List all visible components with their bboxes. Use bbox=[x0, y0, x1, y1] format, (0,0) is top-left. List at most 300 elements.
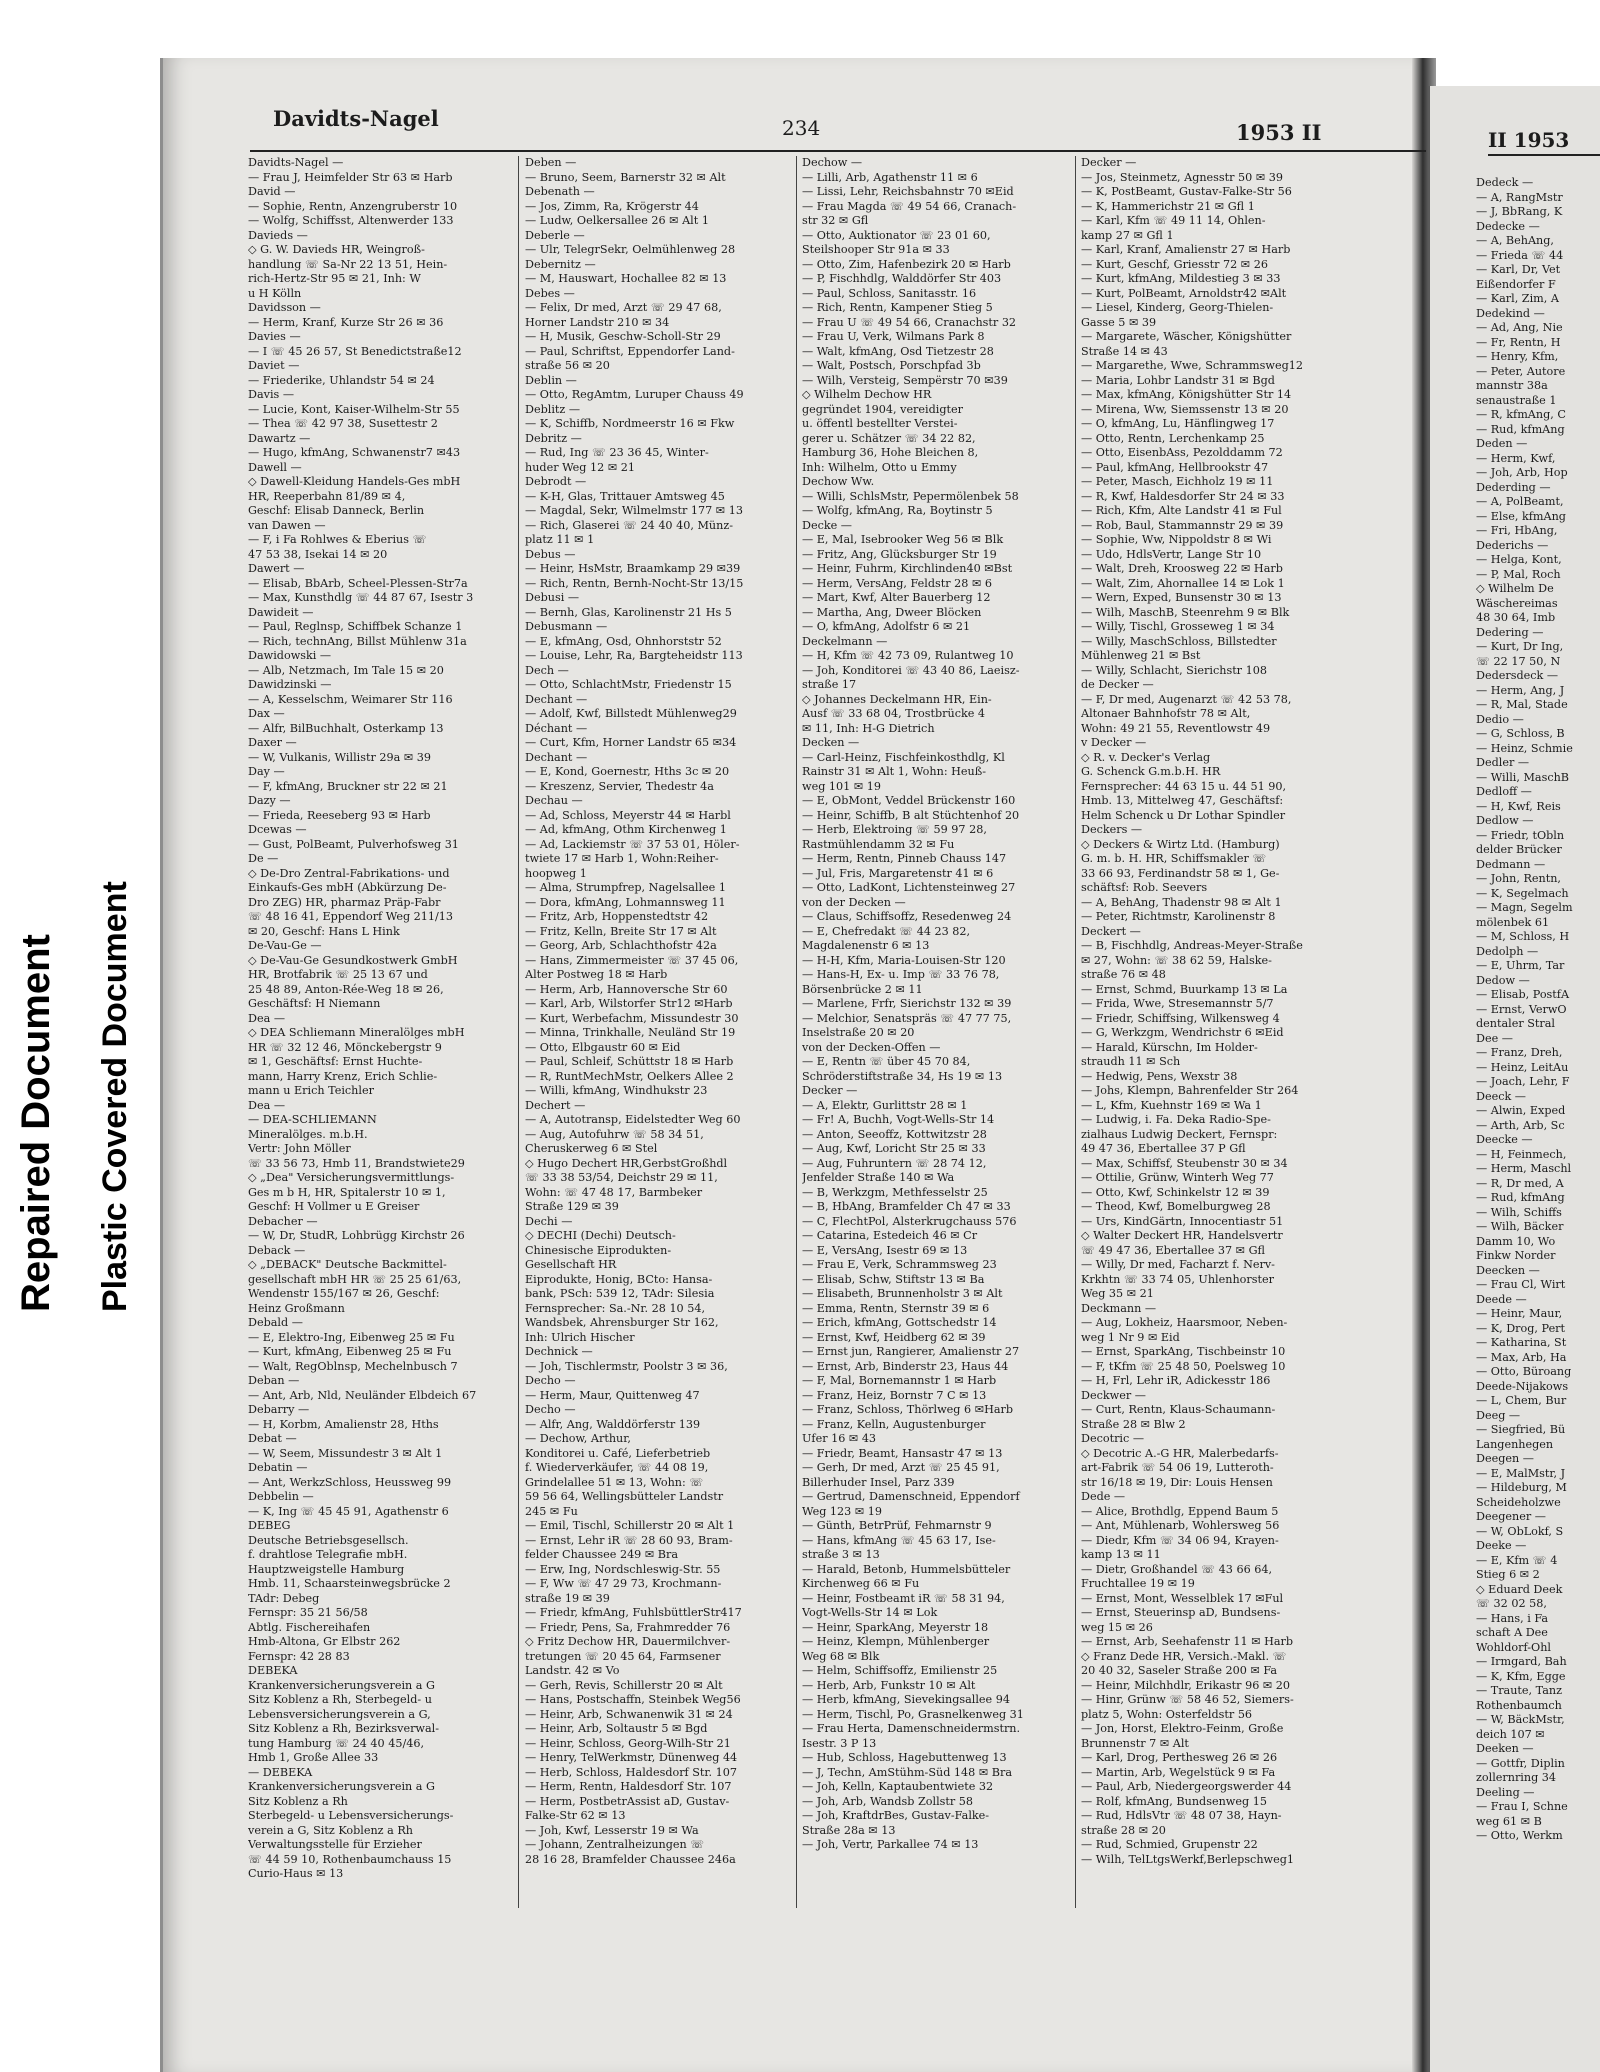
directory-entry-line: — Frau U, Verk, Wilmans Park 8 bbox=[802, 330, 985, 343]
directory-entry-line: ◇ „Dea" Versicherungsvermittlungs- bbox=[248, 1171, 455, 1184]
directory-entry-line: — Arth, Arb, Sc bbox=[1476, 1118, 1565, 1132]
directory-entry-line: — Wilh, MaschB, Steenrehm 9 ✉ Blk bbox=[1081, 605, 1290, 619]
directory-entry-line: Deede — bbox=[1476, 1292, 1527, 1306]
directory-entry-line: Debus — bbox=[525, 547, 576, 561]
directory-entry-line: Börsenbrücke 2 ✉ 11 bbox=[802, 982, 923, 996]
directory-entry-line: — Joh, Konditorei ☏ 43 40 86, Laeisz- bbox=[802, 663, 1020, 677]
directory-entry-line: ◇ Deckers & Wirtz Ltd. (Hamburg) bbox=[1081, 837, 1280, 851]
directory-entry-line: — Dechow, Arthur, bbox=[525, 1432, 631, 1445]
page-number: 234 bbox=[782, 116, 821, 140]
directory-entry-line: Dedersdeck — bbox=[1476, 669, 1559, 682]
directory-entry-line: Hmb-Altona, Gr Elbstr 262 bbox=[248, 1635, 401, 1648]
directory-entry-line: — H, Kfm ☏ 42 73 09, Rulantweg 10 bbox=[802, 649, 1014, 662]
directory-entry-line: — Willy, Tischl, Grosseweg 1 ✉ 34 bbox=[1081, 620, 1275, 633]
directory-entry-line: — Alfr, Ang, Walddörferstr 139 bbox=[525, 1417, 701, 1431]
directory-entry-line: — Ernst, Mont, Wesselblek 17 ✉Ful bbox=[1081, 1591, 1284, 1605]
directory-entry-line: — Otto, Rentn, Lerchenkamp 25 bbox=[1081, 431, 1265, 445]
directory-entry-line: Deegener — bbox=[1476, 1510, 1546, 1523]
directory-entry-line: — Lissi, Lehr, Reichsbahnstr 70 ✉Eid bbox=[802, 185, 1014, 198]
directory-entry-line: — Magdal, Sekr, Wilmelmstr 177 ✉ 13 bbox=[525, 504, 743, 517]
directory-entry-line: — O, kfmAng, Adolfstr 6 ✉ 21 bbox=[802, 620, 971, 633]
directory-entry-line: — Kreszenz, Servier, Thedestr 4a bbox=[525, 779, 714, 793]
directory-entry-line: — Ant, Arb, Nld, Neuländer Elbdeich 67 bbox=[248, 1388, 477, 1402]
directory-entry-line: Ges m b H, HR, Spitalerstr 10 ✉ 1, bbox=[248, 1185, 446, 1199]
directory-entry-line: — Ad, Schloss, Meyerstr 44 ✉ Harbl bbox=[525, 808, 731, 822]
directory-entry-line: Gasse 5 ✉ 39 bbox=[1081, 315, 1157, 329]
directory-entry-line: Deecken — bbox=[1476, 1263, 1540, 1277]
directory-entry-line: — Margarethe, Wwe, Schrammsweg12 bbox=[1081, 359, 1303, 372]
directory-entry-line: u H Kölln bbox=[248, 286, 302, 300]
directory-entry-line: Inselstraße 20 ✉ 20 bbox=[802, 1026, 915, 1039]
directory-entry-line: — Karl, Dr, Vet bbox=[1476, 263, 1561, 276]
directory-entry-line: ☏ 32 02 58, bbox=[1476, 1597, 1547, 1610]
directory-entry-line: — R, Mal, Stade bbox=[1476, 698, 1568, 711]
directory-entry-line: Davies — bbox=[248, 330, 301, 343]
directory-entry-line: delder Brücker bbox=[1476, 843, 1562, 856]
directory-entry-line: ◇ Fritz Dechow HR, Dauermilchver- bbox=[525, 1635, 731, 1648]
directory-entry-line: — Otto, Zim, Hafenbezirk 20 ✉ Harb bbox=[802, 257, 1011, 271]
plastic-covered-document-label: Plastic Covered Document bbox=[96, 881, 134, 1312]
directory-entry-line: — Heinr, Fuhrm, Kirchlinden40 ✉Bst bbox=[802, 562, 1013, 575]
directory-entry-line: — Joh, Kelln, Kaptaubentwiete 32 bbox=[802, 1780, 994, 1793]
directory-entry-line: — Rich, Rentn, Kampener Stieg 5 bbox=[802, 301, 993, 314]
directory-entry-line: — Herm, Ang, J bbox=[1476, 683, 1565, 697]
directory-entry-line: — Willi, MaschB bbox=[1476, 770, 1570, 784]
directory-entry-line: kamp 13 ✉ 11 bbox=[1081, 1548, 1161, 1561]
directory-entry-line: Dedering — bbox=[1476, 625, 1544, 639]
directory-entry-line: Weg 123 ✉ 19 bbox=[802, 1504, 882, 1518]
directory-entry-line: — Helm, Schiffsoffz, Emilienstr 25 bbox=[802, 1664, 998, 1677]
directory-entry-line: Decotric — bbox=[1081, 1432, 1145, 1445]
directory-entry-line: ☏ 33 38 53/54, Deichstr 29 ✉ 11, bbox=[525, 1171, 718, 1184]
directory-entry-line: TAdr: Debeg bbox=[248, 1591, 320, 1605]
directory-entry-line: ◇ Walter Deckert HR, Handelsvertr bbox=[1081, 1229, 1283, 1242]
directory-entry-line: Geschäftsf: H Niemann bbox=[248, 997, 381, 1010]
directory-entry-line: Grindelallee 51 ✉ 13, Wohn: ☏ bbox=[525, 1475, 704, 1489]
directory-entry-line: — Paul, Schleif, Schüttstr 18 ✉ Harb bbox=[525, 1055, 734, 1068]
directory-entry-line: ◇ De-Vau-Ge Gesundkostwerk GmbH bbox=[248, 953, 458, 967]
directory-entry-line: — P, Mal, Roch bbox=[1476, 567, 1561, 581]
directory-entry-line: — A, Elektr, Gurlittstr 28 ✉ 1 bbox=[802, 1098, 968, 1112]
directory-entry-line: — Friedr, Pens, Sa, Frahmredder 76 bbox=[525, 1620, 731, 1634]
directory-entry-line: von der Decken-Offen — bbox=[802, 1040, 941, 1054]
directory-entry-line: — Harald, Betonb, Hummelsbütteler bbox=[802, 1562, 1011, 1576]
directory-entry-line: Decken — bbox=[802, 736, 860, 749]
directory-entry-line: u. öffentl bestellter Verstei- bbox=[802, 417, 958, 430]
directory-entry-line: — Franz, Schloss, Thörlweg 6 ✉Harb bbox=[802, 1403, 1014, 1416]
directory-entry-line: Dro ZEG) HR, pharmaz Präp-Fabr bbox=[248, 895, 441, 909]
directory-entry-line: — Herm, Rentn, Haldesdorf Str. 107 bbox=[525, 1780, 732, 1793]
directory-entry-line: — Erich, kfmAng, Gottschedstr 14 bbox=[802, 1316, 997, 1329]
directory-entry-line: Deckers — bbox=[1081, 823, 1143, 836]
directory-entry-line: — L, Kfm, Kuehnstr 169 ✉ Wa 1 bbox=[1081, 1098, 1262, 1112]
column-divider bbox=[518, 156, 519, 1908]
directory-entry-line: — Willi, kfmAng, Windhukstr 23 bbox=[525, 1084, 708, 1097]
directory-entry-line: weg 61 ✉ B bbox=[1476, 1814, 1542, 1828]
directory-entry-line: — Minna, Trinkhalle, Neuländ Str 19 bbox=[525, 1026, 736, 1039]
directory-entry-line: — Frieda ☏ 44 bbox=[1476, 248, 1564, 262]
directory-entry-line: Dawartz — bbox=[248, 431, 311, 445]
directory-entry-line: — W, BäckMstr, bbox=[1476, 1713, 1565, 1726]
directory-entry-line: — H, Feinmech, bbox=[1476, 1147, 1567, 1161]
directory-entry-line: — Ad, Ang, Nie bbox=[1476, 321, 1563, 334]
facing-page-column bbox=[1476, 176, 1600, 1896]
directory-entry-line: Dechant — bbox=[525, 750, 588, 764]
directory-entry-line: — Rich, Kfm, Alte Landstr 41 ✉ Ful bbox=[1081, 504, 1282, 517]
directory-entry-line: tung Hamburg ☏ 24 40 45/46, bbox=[248, 1736, 425, 1750]
directory-entry-line: — Irmgard, Bah bbox=[1476, 1655, 1567, 1668]
directory-entry-line: — Magn, Segelm bbox=[1476, 901, 1573, 914]
directory-entry-line: — Catarina, Estedeich 46 ✉ Cr bbox=[802, 1229, 978, 1242]
directory-entry-line: — Bernh, Glas, Karolinenstr 21 Hs 5 bbox=[525, 605, 732, 619]
directory-entry-line: — Karl, Kfm ☏ 49 11 14, Ohlen- bbox=[1081, 214, 1266, 227]
directory-entry-line: — Alwin, Exped bbox=[1476, 1104, 1566, 1117]
directory-entry-line: — Carl-Heinz, Fischfeinkosthdlg, Kl bbox=[802, 750, 1005, 764]
directory-entry-line: — Paul, Arb, Niedergeorgswerder 44 bbox=[1081, 1780, 1292, 1793]
directory-entry-line: — E, MalMstr, J bbox=[1476, 1466, 1566, 1480]
header-rule bbox=[250, 150, 1426, 152]
directory-entry-line: — H, Frl, Lehr iR, Adickesstr 186 bbox=[1081, 1374, 1271, 1387]
directory-entry-line: straße 19 ✉ 39 bbox=[525, 1591, 610, 1605]
directory-entry-line: Wendenstr 155/167 ✉ 26, Geschf: bbox=[248, 1287, 440, 1300]
directory-entry-line: — R, Kwf, Haldesdorfer Str 24 ✉ 33 bbox=[1081, 489, 1285, 503]
directory-entry-line: — Wilh, Schiffs bbox=[1476, 1205, 1562, 1219]
directory-entry-line: — M, Schloss, H bbox=[1476, 930, 1570, 943]
directory-entry-line: Magdalenenstr 6 ✉ 13 bbox=[802, 939, 930, 952]
directory-entry-line: — Louise, Lehr, Ra, Bargteheidstr 113 bbox=[525, 649, 743, 662]
directory-entry-line: — Ottilie, Grünw, Winterh Weg 77 bbox=[1081, 1171, 1274, 1184]
directory-entry-line: — E, ObMont, Veddel Brückenstr 160 bbox=[802, 794, 1016, 807]
directory-entry-line: — Curt, Rentn, Klaus-Schaumann- bbox=[1081, 1403, 1276, 1416]
directory-entry-line: straße 17 bbox=[802, 678, 857, 691]
directory-entry-line: — E, VersAng, Isestr 69 ✉ 13 bbox=[802, 1243, 968, 1257]
directory-entry-line: Dechow — bbox=[802, 156, 863, 169]
directory-entry-line: — Lucie, Kont, Kaiser-Wilhelm-Str 55 bbox=[248, 402, 460, 416]
directory-entry-line: — Joh, Tischlermstr, Poolstr 3 ✉ 36, bbox=[525, 1359, 728, 1373]
directory-entry-line: — Peter, Masch, Eichholz 19 ✉ 11 bbox=[1081, 475, 1274, 488]
directory-entry-line: gesellschaft mbH HR ☏ 25 25 61/63, bbox=[248, 1272, 462, 1286]
directory-entry-line: — Frau Herta, Damenschneidermstrn. bbox=[802, 1722, 1021, 1735]
directory-entry-line: rich-Hertz-Str 95 ✉ 21, Inh: W bbox=[248, 272, 421, 285]
directory-entry-line: ☏ 44 59 10, Rothenbaumchauss 15 bbox=[248, 1852, 452, 1866]
directory-entry-line: — Heinr, Fostbeamt iR ☏ 58 31 94, bbox=[802, 1591, 1005, 1605]
directory-entry-line: ☏ 48 16 41, Eppendorf Weg 211/13 bbox=[248, 910, 454, 923]
directory-entry-line: — Theod, Kwf, Bomelburgweg 28 bbox=[1081, 1200, 1271, 1213]
directory-entry-line: Wohn: ☏ 47 48 17, Barmbeker bbox=[525, 1185, 703, 1199]
directory-entry-line: Dechow Ww. bbox=[802, 475, 875, 488]
directory-entry-line: — Max, kfmAng, Königshütter Str 14 bbox=[1081, 388, 1292, 401]
directory-entry-line: — Udo, HdlsVertr, Lange Str 10 bbox=[1081, 547, 1262, 561]
directory-entry-line: ◇ Eduard Deek bbox=[1476, 1582, 1563, 1596]
directory-entry-line: — Liesel, Kinderg, Georg-Thielen- bbox=[1081, 301, 1274, 314]
directory-entry-line: schäftsf: Rob. Seevers bbox=[1081, 881, 1208, 894]
directory-entry-line: Dechant — bbox=[525, 692, 588, 706]
directory-entry-line: — Joh, Arb, Wandsb Zollstr 58 bbox=[802, 1794, 974, 1808]
directory-entry-line: — Frau J, Heimfelder Str 63 ✉ Harb bbox=[248, 170, 453, 184]
directory-entry-line: — Ernst, SparkAng, Tischbeinstr 10 bbox=[1081, 1345, 1286, 1358]
directory-entry-line: Konditorei u. Café, Lieferbetrieb bbox=[525, 1446, 711, 1460]
directory-entry-line: — Paul, Reglnsp, Schiffbek Schanze 1 bbox=[248, 620, 463, 633]
directory-entry-line: Dechi — bbox=[525, 1214, 573, 1228]
directory-entry-line: van Dawen — bbox=[248, 518, 326, 532]
repaired-document-label: Repaired Document bbox=[14, 934, 58, 1312]
directory-entry-line: art-Fabrik ☏ 54 06 19, Lutteroth- bbox=[1081, 1461, 1274, 1474]
directory-entry-line: platz 11 ✉ 1 bbox=[525, 533, 595, 546]
directory-entry-line: — Paul, kfmAng, Hellbrookstr 47 bbox=[1081, 460, 1269, 474]
directory-entry-line: 49 47 36, Ebertallee 37 P Gfl bbox=[1081, 1142, 1246, 1155]
directory-entry-line: — Rich, Rentn, Bernh-Nocht-Str 13/15 bbox=[525, 576, 744, 590]
directory-entry-line: — J, BbRang, K bbox=[1476, 205, 1563, 218]
directory-entry-line: 245 ✉ Fu bbox=[525, 1504, 578, 1518]
directory-entry-line: — Hinr, Grünw ☏ 58 46 52, Siemers- bbox=[1081, 1693, 1294, 1706]
directory-entry-line: — Friedr, tObln bbox=[1476, 828, 1565, 842]
directory-entry-line: Heinz Großmann bbox=[248, 1301, 345, 1315]
directory-entry-line: — Sophie, Rentn, Anzengruberstr 10 bbox=[248, 199, 458, 213]
directory-entry-line: Landstr. 42 ✉ Vo bbox=[525, 1664, 620, 1677]
directory-entry-line: Inh: Ulrich Hischer bbox=[525, 1330, 635, 1344]
directory-entry-line: — Claus, Schiffsoffz, Resedenweg 24 bbox=[802, 910, 1012, 923]
directory-entry-line: v Decker — bbox=[1081, 736, 1147, 749]
directory-entry-line: Dawell — bbox=[248, 460, 302, 474]
directory-entry-line: — W, ObLokf, S bbox=[1476, 1524, 1564, 1538]
directory-entry-line: Dechau — bbox=[525, 794, 583, 807]
directory-entry-line: — E, Rentn ☏ über 45 70 84, bbox=[802, 1055, 971, 1068]
directory-entry-line: — F, Dr med, Augenarzt ☏ 42 53 78, bbox=[1081, 692, 1292, 706]
directory-entry-line: huder Weg 12 ✉ 21 bbox=[525, 460, 635, 474]
directory-entry-line: Scheideholzwe bbox=[1476, 1495, 1561, 1509]
directory-entry-line: — Heinr, Arb, Soltaustr 5 ✉ Bgd bbox=[525, 1722, 708, 1735]
directory-entry-line: — Friedr, Schiffsing, Wilkensweg 4 bbox=[1081, 1011, 1280, 1025]
directory-entry-line: — Ernst, Kwf, Heidberg 62 ✉ 39 bbox=[802, 1330, 986, 1344]
directory-entry-line: Mühlenweg 21 ✉ Bst bbox=[1081, 649, 1201, 662]
directory-entry-line: — Heinr, Schloss, Georg-Wilh-Str 21 bbox=[525, 1736, 731, 1750]
directory-entry-line: — Heinr, HsMstr, Braamkamp 29 ✉39 bbox=[525, 562, 741, 575]
directory-entry-line: Hmb. 13, Mittelweg 47, Geschäftsf: bbox=[1081, 794, 1284, 807]
directory-entry-line: Hamburg 36, Hohe Bleichen 8, bbox=[802, 446, 979, 459]
directory-entry-line: — Heinz, Schmie bbox=[1476, 741, 1573, 755]
directory-entry-line: — Bruno, Seem, Barnerstr 32 ✉ Alt bbox=[525, 170, 726, 184]
directory-entry-line: — F, Ww ☏ 47 29 73, Krochmann- bbox=[525, 1577, 722, 1590]
directory-entry-line: Debenath — bbox=[525, 185, 595, 198]
directory-entry-line: Mineralölges. m.b.H. bbox=[248, 1127, 368, 1141]
directory-entry-line: — Curt, Kfm, Horner Landstr 65 ✉34 bbox=[525, 736, 737, 749]
directory-entry-line: Curio-Haus ✉ 13 bbox=[248, 1867, 344, 1880]
directory-entry-line: — Heinr, Maur, bbox=[1476, 1307, 1563, 1320]
directory-entry-line: Straße 28a ✉ 13 bbox=[802, 1823, 896, 1837]
directory-entry-line: — K-H, Glas, Trittauer Amtsweg 45 bbox=[525, 489, 725, 503]
directory-entry-line: handlung ☏ Sa-Nr 22 13 51, Hein- bbox=[248, 257, 448, 271]
directory-entry-line: — A, Kesselschm, Weimarer Str 116 bbox=[248, 692, 453, 706]
directory-entry-line: — F, i Fa Rohlwes & Eberius ☏ bbox=[248, 533, 427, 546]
directory-entry-line: Debatin — bbox=[248, 1461, 308, 1474]
directory-entry-line: ◇ DEA Schliemann Mineralölges mbH bbox=[248, 1026, 465, 1039]
directory-entry-line: straße 76 ✉ 48 bbox=[1081, 968, 1166, 981]
directory-entry-line: — J, Techn, AmStühm-Süd 148 ✉ Bra bbox=[802, 1765, 1012, 1779]
directory-entry-line: — Ernst, Arb, Binderstr 23, Haus 44 bbox=[802, 1359, 1009, 1373]
directory-entry-line: — Max, Kunsthdlg ☏ 44 87 67, Isestr 3 bbox=[248, 591, 474, 604]
directory-entry-line: 48 30 64, Imb bbox=[1476, 611, 1556, 624]
directory-entry-line: — Hans-H, Ex- u. Imp ☏ 33 76 78, bbox=[802, 968, 1000, 981]
directory-entry-line: — Frau I, Schne bbox=[1476, 1800, 1568, 1813]
directory-entry-line: — Ernst, Lehr iR ☏ 28 60 93, Bram- bbox=[525, 1533, 733, 1547]
directory-entry-line: Deban — bbox=[248, 1374, 300, 1387]
directory-entry-line: mann u Erich Teichler bbox=[248, 1084, 374, 1097]
directory-entry-line: Dedolph — bbox=[1476, 944, 1539, 958]
directory-entry-line: Dede — bbox=[1081, 1490, 1126, 1503]
directory-entry-line: — Aug, Autofuhrw ☏ 58 34 51, bbox=[525, 1127, 704, 1141]
directory-entry-line: — G, Werkzgm, Wendrichstr 6 ✉Eid bbox=[1081, 1026, 1284, 1039]
directory-entry-line: HR, Brotfabrik ☏ 25 13 67 und bbox=[248, 968, 428, 981]
directory-entry-line: — H-H, Kfm, Maria-Louisen-Str 120 bbox=[802, 953, 1006, 967]
directory-entry-line: — Ludw, Oelkersallee 26 ✉ Alt 1 bbox=[525, 214, 709, 227]
directory-entry-line: Debusi — bbox=[525, 591, 580, 604]
directory-entry-line: — Traute, Tanz bbox=[1476, 1684, 1563, 1697]
directory-entry-line: — Hans, i Fa bbox=[1476, 1611, 1549, 1625]
directory-entry-line: — Paul, Schriftst, Eppendorfer Land- bbox=[525, 344, 735, 358]
directory-entry-line: — Rud, Ing ☏ 23 36 45, Winter- bbox=[525, 446, 709, 459]
directory-entry-line: — Franz, Kelln, Augustenburger bbox=[802, 1417, 986, 1431]
directory-entry-line: — Friedr, Beamt, Hansastr 47 ✉ 13 bbox=[802, 1446, 1003, 1460]
directory-entry-line: — DEA-SCHLIEMANN bbox=[248, 1113, 377, 1126]
directory-entry-line: ✉ 20, Geschf: Hans L Hink bbox=[248, 924, 400, 938]
directory-entry-line: Inh: Wilhelm, Otto u Emmy bbox=[802, 460, 957, 474]
directory-entry-line: ◇ Franz Dede HR, Versich.-Makl. ☏ bbox=[1081, 1649, 1287, 1663]
directory-entry-line: ◇ „DEBACK" Deutsche Backmittel- bbox=[248, 1258, 447, 1271]
directory-entry-line: — Rolf, kfmAng, Bundsenweg 15 bbox=[1081, 1794, 1267, 1808]
directory-entry-line: Krkhtn ☏ 33 74 05, Uhlenhorster bbox=[1081, 1272, 1274, 1286]
directory-entry-line: ✉ 1, Geschäftsf: Ernst Huchte- bbox=[248, 1055, 423, 1068]
directory-entry-line: Dawert — bbox=[248, 562, 305, 575]
directory-entry-line: — Otto, Kwf, Schinkelstr 12 ✉ 39 bbox=[1081, 1185, 1270, 1199]
directory-entry-line: — Herm, Kwf, bbox=[1476, 451, 1556, 465]
directory-entry-line: — Willy, Schlacht, Sierichstr 108 bbox=[1081, 663, 1267, 677]
directory-entry-line: tretungen ☏ 20 45 64, Farmsener bbox=[525, 1649, 721, 1663]
directory-entry-line: Decke — bbox=[802, 518, 852, 532]
directory-entry-line: Hmb 1, Große Allee 33 bbox=[248, 1751, 379, 1764]
directory-entry-line: — B, Werkzgm, Methfesselstr 25 bbox=[802, 1185, 988, 1199]
directory-entry-line: Geschf: H Vollmer u E Greiser bbox=[248, 1200, 420, 1213]
directory-entry-line: felder Chaussee 249 ✉ Bra bbox=[525, 1548, 679, 1561]
directory-entry-line: mann, Harry Krenz, Erich Schlie- bbox=[248, 1069, 438, 1083]
directory-entry-line: — Rud, kfmAng bbox=[1476, 1191, 1565, 1204]
directory-entry-line: — R, Dr med, A bbox=[1476, 1176, 1564, 1190]
directory-entry-line: — H, Musik, Geschw-Scholl-Str 29 bbox=[525, 330, 721, 343]
directory-entry-line: Davidsson — bbox=[248, 301, 321, 314]
directory-entry-line: Dedmann — bbox=[1476, 857, 1546, 871]
directory-entry-line: — Alb, Netzmach, Im Tale 15 ✉ 20 bbox=[248, 663, 444, 677]
directory-entry-line: Hmb. 11, Schaarsteinwegsbrücke 2 bbox=[248, 1577, 451, 1590]
directory-entry-line: — Hugo, kfmAng, Schwanenstr7 ✉43 bbox=[248, 446, 461, 459]
directory-entry-line: — Georg, Arb, Schlachthofstr 42a bbox=[525, 939, 717, 952]
directory-entry-line: 25 48 89, Anton-Rée-Weg 18 ✉ 26, bbox=[248, 982, 444, 996]
directory-entry-line: — Joh, Arb, Hop bbox=[1476, 466, 1568, 479]
directory-entry-line: — O, kfmAng, Lu, Hänflingweg 17 bbox=[1081, 417, 1275, 430]
directory-entry-line: von der Decken — bbox=[802, 895, 906, 909]
directory-entry-line: Debat — bbox=[248, 1432, 297, 1445]
directory-entry-line: — Diedr, Kfm ☏ 34 06 94, Krayen- bbox=[1081, 1533, 1279, 1547]
directory-entry-line: ◇ Decotric A.-G HR, Malerbedarfs- bbox=[1081, 1446, 1279, 1460]
directory-entry-line: — Felix, Dr med, Arzt ☏ 29 47 68, bbox=[525, 301, 722, 314]
directory-entry-line: — K, Schiffb, Nordmeerstr 16 ✉ Fkw bbox=[525, 417, 735, 430]
directory-entry-line: Dcewas — bbox=[248, 823, 307, 836]
directory-entry-line: — Heinr, Arb, Schwanenwik 31 ✉ 24 bbox=[525, 1707, 733, 1721]
directory-entry-line: Wohn: 49 21 55, Reventlowstr 49 bbox=[1081, 721, 1271, 735]
directory-entry-line: ☏ 22 17 50, N bbox=[1476, 654, 1561, 668]
directory-entry-line: ◇ Johannes Deckelmann HR, Ein- bbox=[802, 692, 992, 706]
directory-entry-line: — Anton, Seeoffz, Kottwitzstr 28 bbox=[802, 1127, 987, 1141]
directory-entry-line: Abtlg. Fischereihafen bbox=[248, 1620, 371, 1634]
directory-entry-line: 28 16 28, Bramfelder Chaussee 246a bbox=[525, 1852, 736, 1866]
directory-entry-line: — I ☏ 45 26 57, St Benedictstraße12 bbox=[248, 344, 462, 358]
directory-entry-line: Deede-Nijakows bbox=[1476, 1379, 1569, 1393]
directory-entry-line: Ausf ☏ 33 68 04, Trostbrücke 4 bbox=[802, 707, 986, 720]
directory-entry-line: Deben — bbox=[525, 156, 577, 169]
directory-entry-line: — Herm, Tischl, Po, Grasnelkenweg 31 bbox=[802, 1707, 1024, 1721]
directory-entry-line: — Marlene, Frfr, Sierichstr 132 ✉ 39 bbox=[802, 997, 1012, 1010]
directory-entry-line: — Katharina, St bbox=[1476, 1336, 1567, 1349]
directory-entry-line: — Joh, Kwf, Lesserstr 19 ✉ Wa bbox=[525, 1823, 699, 1837]
directory-entry-line: — Willy, MaschSchloss, Billstedter bbox=[1081, 634, 1277, 648]
directory-entry-line: Debbelin — bbox=[248, 1490, 314, 1503]
directory-entry-line: HR ☏ 32 12 46, Mönckebergstr 9 bbox=[248, 1040, 442, 1054]
directory-entry-line: Debarry — bbox=[248, 1403, 310, 1416]
directory-entry-line: — Karl, Drog, Perthesweg 26 ✉ 26 bbox=[1081, 1751, 1278, 1764]
directory-entry-line: Fruchtallee 19 ✉ 19 bbox=[1081, 1577, 1195, 1590]
directory-entry-line: — Fritz, Ang, Glücksburger Str 19 bbox=[802, 547, 997, 561]
directory-entry-line: schaft A Dee bbox=[1476, 1626, 1548, 1639]
directory-entry-line: — Martha, Ang, Dweer Blöcken bbox=[802, 605, 982, 619]
directory-entry-line: — Fritz, Arb, Hoppenstedtstr 42 bbox=[525, 910, 709, 923]
directory-entry-line: — B, Fischhdlg, Andreas-Meyer-Straße bbox=[1081, 939, 1303, 952]
directory-entry-line: — Ad, kfmAng, Othm Kirchenweg 1 bbox=[525, 823, 727, 836]
directory-entry-line: Deutsche Betriebsgesellsch. bbox=[248, 1533, 409, 1547]
directory-entry-line: — Helga, Kont, bbox=[1476, 553, 1562, 566]
directory-entry-line: — E, Kfm ☏ 4 bbox=[1476, 1553, 1558, 1567]
directory-entry-line: — Max, Arb, Ha bbox=[1476, 1350, 1567, 1364]
directory-entry-line: Kirchenweg 66 ✉ Fu bbox=[802, 1577, 920, 1590]
directory-entry-line: — G, Schloss, B bbox=[1476, 727, 1565, 740]
directory-entry-line: — Otto, Elbgaustr 60 ✉ Eid bbox=[525, 1040, 681, 1054]
directory-entry-line: — Walt, RegOblnsp, Mechelnbusch 7 bbox=[248, 1359, 458, 1373]
directory-entry-line: Sterbegeld- u Lebensversicherungs- bbox=[248, 1809, 454, 1822]
directory-entry-line: Helm Schenck u Dr Lothar Spindler bbox=[1081, 808, 1286, 822]
directory-entry-line: Debusmann — bbox=[525, 620, 608, 633]
directory-entry-line: De — bbox=[248, 852, 279, 865]
directory-entry-line: — Dora, kfmAng, Lohmannsweg 11 bbox=[525, 895, 726, 909]
directory-entry-line: — Kurt, Werbefachm, Missundestr 30 bbox=[525, 1011, 739, 1025]
directory-entry-line: — Gertrud, Damenschneid, Eppendorf bbox=[802, 1490, 1020, 1503]
directory-entry-line: Dedloff — bbox=[1476, 785, 1532, 798]
directory-entry-line: gegründet 1904, vereidigter bbox=[802, 402, 963, 416]
directory-entry-line: Gesellschaft HR bbox=[525, 1258, 617, 1271]
directory-entry-line: — Rich, technAng, Billst Mühlenw 31a bbox=[248, 634, 467, 648]
directory-entry-line: — K, Drog, Pert bbox=[1476, 1321, 1566, 1335]
directory-entry-line: — Heinz, Klempn, Mühlenberger bbox=[802, 1635, 990, 1648]
directory-entry-line: — Ludwig, i. Fa. Deka Radio-Spe- bbox=[1081, 1113, 1271, 1126]
directory-entry-line: G. Schenck G.m.b.H. HR bbox=[1081, 765, 1221, 778]
directory-entry-line: — Herb, Schloss, Haldesdorf Str. 107 bbox=[525, 1765, 737, 1779]
directory-entry-line: Dedekind — bbox=[1476, 306, 1545, 320]
directory-entry-line: — Herm, Kranf, Kurze Str 26 ✉ 36 bbox=[248, 315, 444, 329]
directory-entry-line: Isestr. 3 P 13 bbox=[802, 1736, 877, 1750]
directory-entry-line: Chinesische Eiprodukten- bbox=[525, 1243, 672, 1257]
directory-entry-line: — W, Dr, StudR, Lohbrügg Kirchstr 26 bbox=[248, 1229, 465, 1242]
directory-entry-line: Cheruskerweg 6 ✉ Stel bbox=[525, 1142, 658, 1155]
directory-entry-line: Straße 14 ✉ 43 bbox=[1081, 344, 1168, 358]
directory-entry-line: — Elisab, Schw, Stiftstr 13 ✉ Ba bbox=[802, 1272, 985, 1286]
directory-entry-line: — Ant, WerkzSchloss, Heussweg 99 bbox=[248, 1475, 452, 1489]
directory-entry-line: — Franz, Heiz, Bornstr 7 C ✉ 13 bbox=[802, 1388, 987, 1402]
